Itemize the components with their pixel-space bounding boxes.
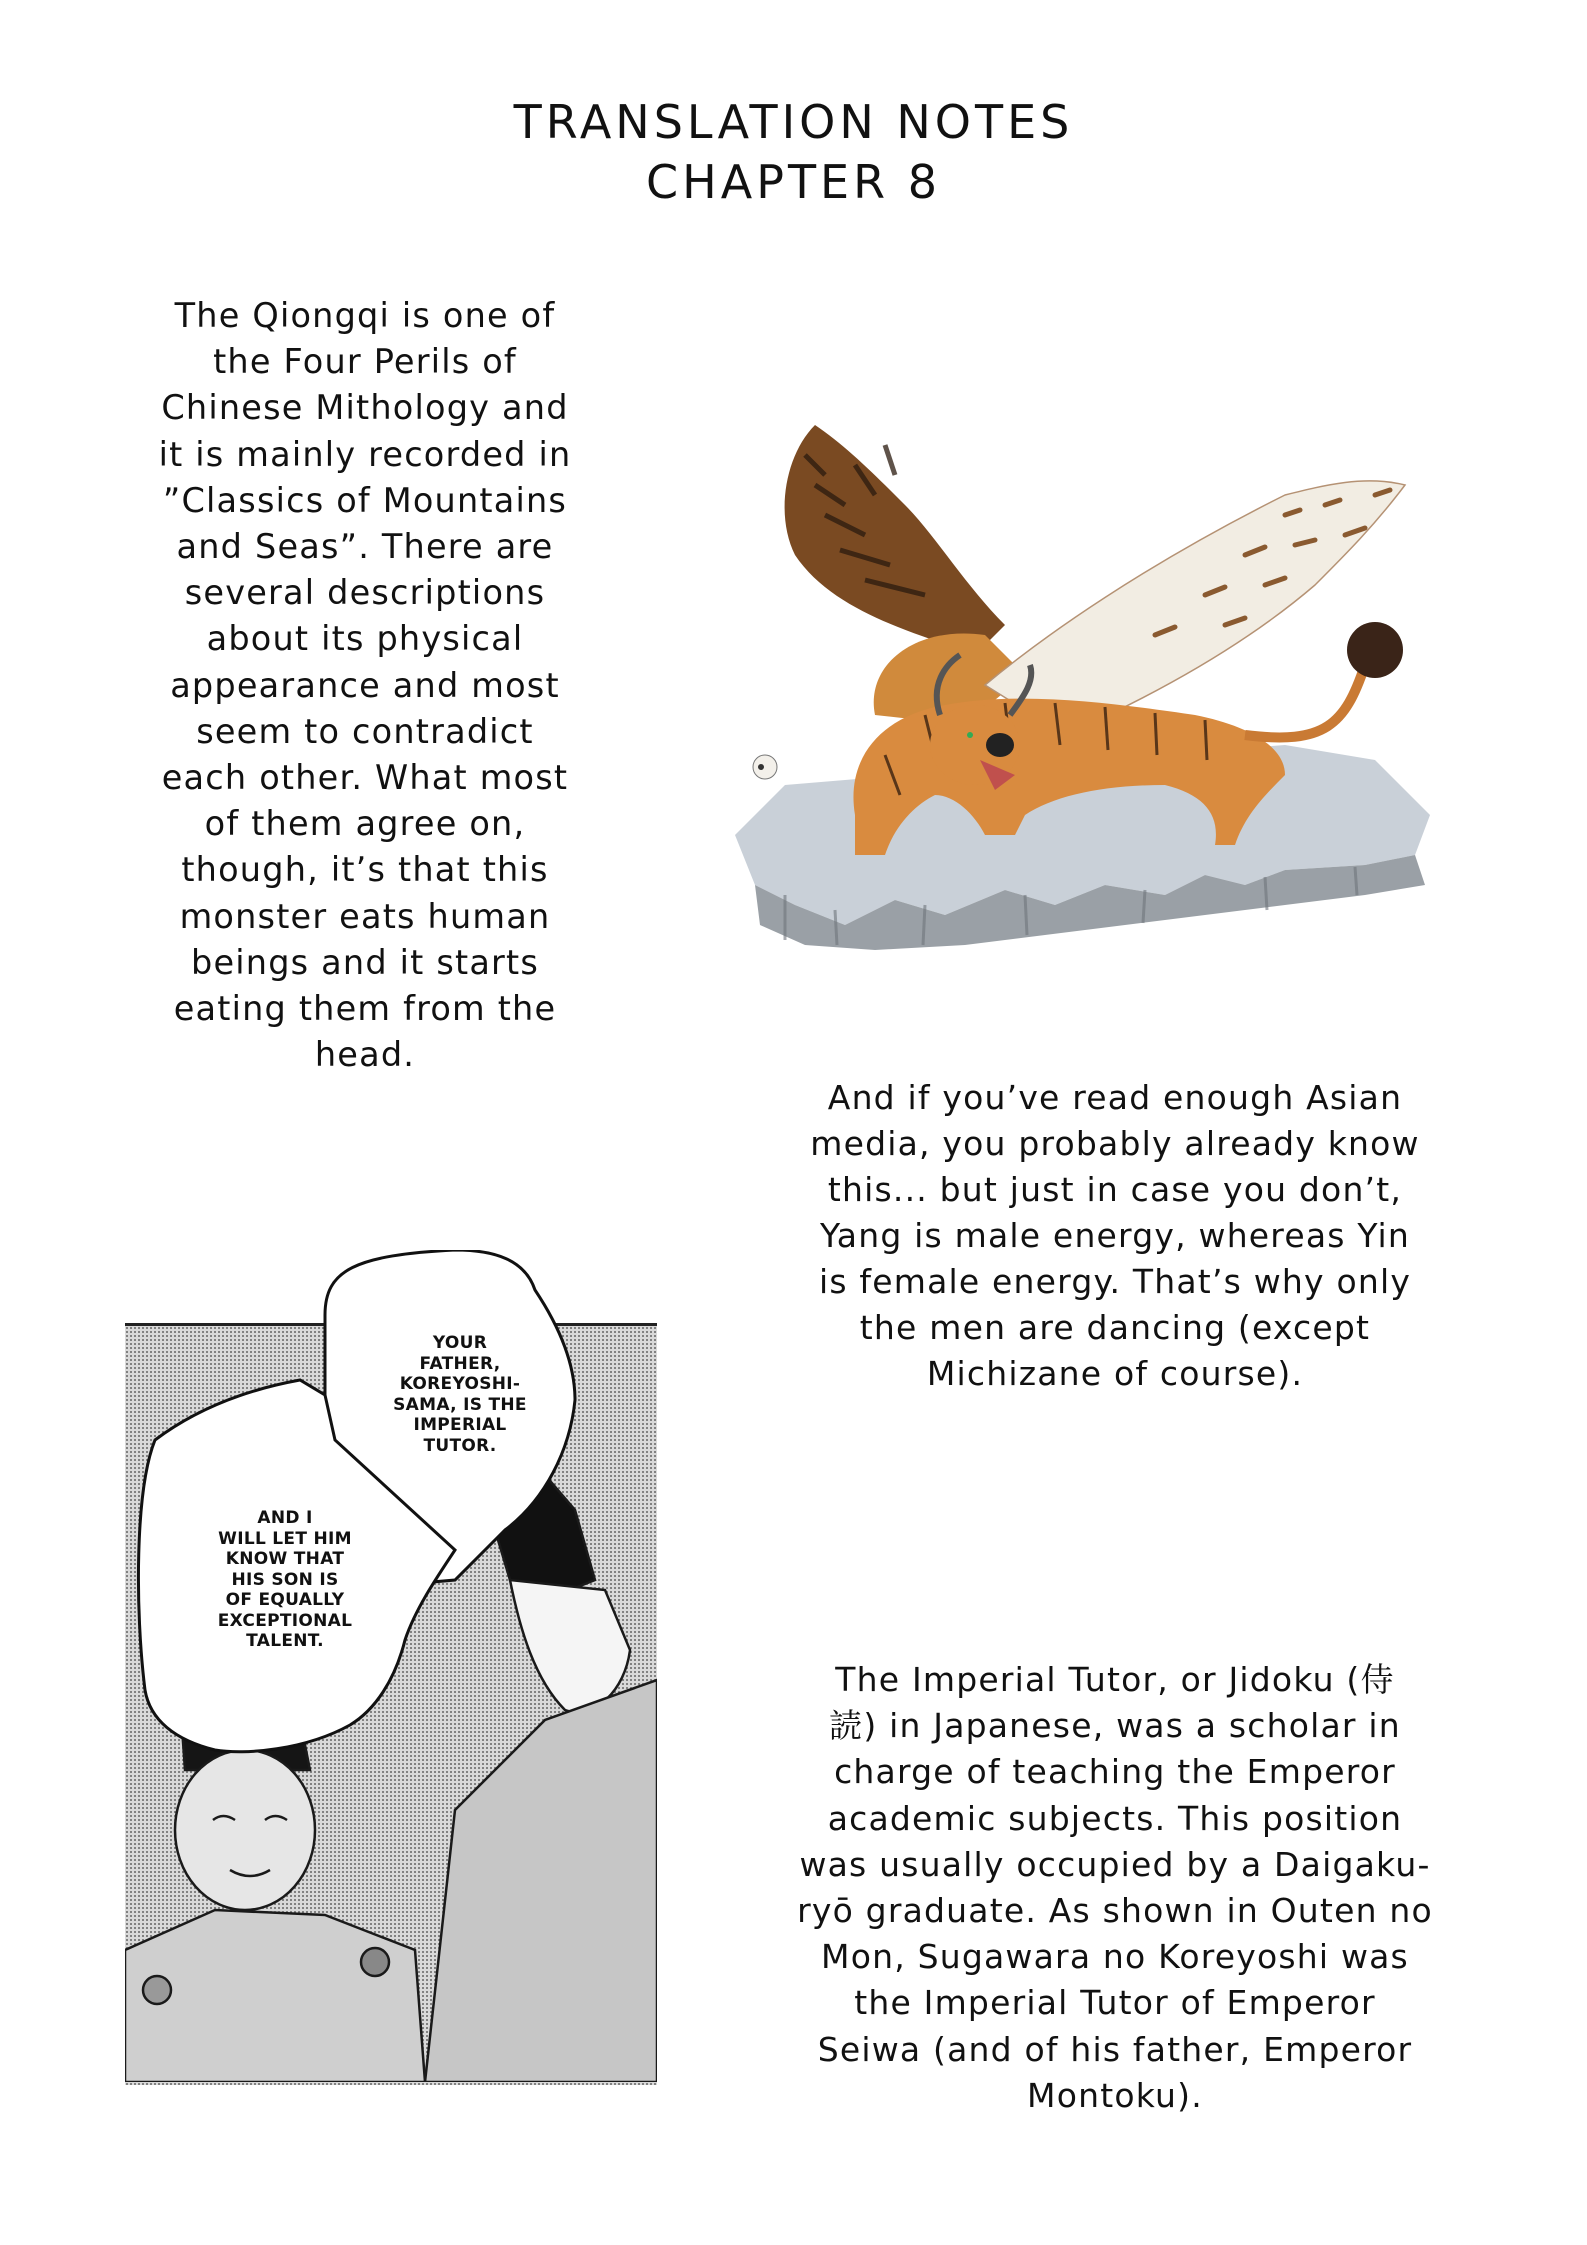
note-line: is female energy. That’s why only xyxy=(818,1262,1412,1301)
bubble-line: FATHER, xyxy=(419,1353,501,1374)
bubble-line: YOUR xyxy=(432,1333,488,1353)
note-line: And if you’ve read enough Asian xyxy=(827,1078,1403,1117)
note-line: The Qiongqi is one of xyxy=(174,296,556,335)
note-line: Mon, Sugawara no Koreyoshi was xyxy=(821,1937,1409,1977)
note-line: several descriptions xyxy=(184,573,546,613)
note-qiongqi xyxy=(110,293,620,1078)
note-line: the Imperial Tutor of Emperor xyxy=(854,1983,1376,2023)
bubble-line: HIS SON IS xyxy=(231,1569,339,1590)
note-line: appearance and most xyxy=(170,665,560,705)
note-imperial-tutor xyxy=(750,1657,1480,2119)
note-line: was usually occupied by a Daigaku- xyxy=(799,1844,1431,1884)
bubble-line: IMPERIAL xyxy=(413,1415,507,1435)
bubble-line: SAMA, IS THE xyxy=(393,1394,527,1415)
page-title xyxy=(0,92,1587,212)
note-line: Seiwa (and of his father, Emperor xyxy=(817,2029,1413,2069)
note-line: eating them from the xyxy=(173,989,557,1029)
note-line: monster eats human xyxy=(179,896,551,936)
bubble-line: KNOW THAT xyxy=(225,1549,345,1569)
note-line: charge of teaching the Emperor xyxy=(834,1752,1396,1792)
bubble-line: TALENT. xyxy=(246,1631,324,1651)
note-line: the men are dancing (except xyxy=(859,1308,1371,1347)
note-line: each other. What most xyxy=(161,758,569,798)
note-yin-yang xyxy=(750,1075,1480,1397)
title-line-1: TRANSLATION NOTES xyxy=(513,95,1074,149)
note-line: the Four Perils of xyxy=(213,342,517,382)
note-line: media, you probably already know xyxy=(810,1124,1420,1163)
manga-panel xyxy=(125,1250,657,2082)
bubble-line: AND I xyxy=(257,1508,313,1528)
note-line: The Imperial Tutor, or Jidoku (侍 xyxy=(835,1660,1395,1699)
speech-bubble-2 xyxy=(185,1508,385,1652)
note-line: about its physical xyxy=(206,619,524,659)
note-line: Montoku). xyxy=(1027,2075,1203,2115)
bubble-line: WILL LET HIM xyxy=(218,1528,352,1549)
bubble-line: KOREYOSHI- xyxy=(399,1374,521,1394)
note-line: ”Classics of Mountains xyxy=(162,480,568,520)
note-line: though, it’s that this xyxy=(181,850,549,890)
note-line: Chinese Mithology and xyxy=(161,388,569,428)
bubble-line: EXCEPTIONAL xyxy=(217,1610,353,1631)
note-line: Yang is male energy, whereas Yin xyxy=(819,1216,1411,1255)
qiongqi-illustration xyxy=(725,415,1440,960)
note-line: of them agree on, xyxy=(204,804,526,844)
note-line: ryō graduate. As shown in Outen no xyxy=(797,1891,1433,1931)
note-line: and Seas”. There are xyxy=(176,527,554,567)
title-line-2: CHAPTER 8 xyxy=(646,155,941,209)
note-line: 読) in Japanese, was a scholar in xyxy=(829,1706,1401,1746)
note-line: Michizane of course). xyxy=(926,1354,1304,1393)
note-line: head. xyxy=(314,1035,416,1075)
note-line: seem to contradict xyxy=(196,711,534,751)
speech-bubble-1 xyxy=(375,1333,545,1456)
note-line: beings and it starts xyxy=(190,942,540,982)
note-line: this... but just in case you don’t, xyxy=(827,1170,1403,1209)
bubble-line: OF EQUALLY xyxy=(225,1590,345,1610)
note-line: academic subjects. This position xyxy=(827,1798,1403,1838)
bubble-line: TUTOR. xyxy=(423,1435,497,1456)
note-line: it is mainly recorded in xyxy=(158,434,572,474)
